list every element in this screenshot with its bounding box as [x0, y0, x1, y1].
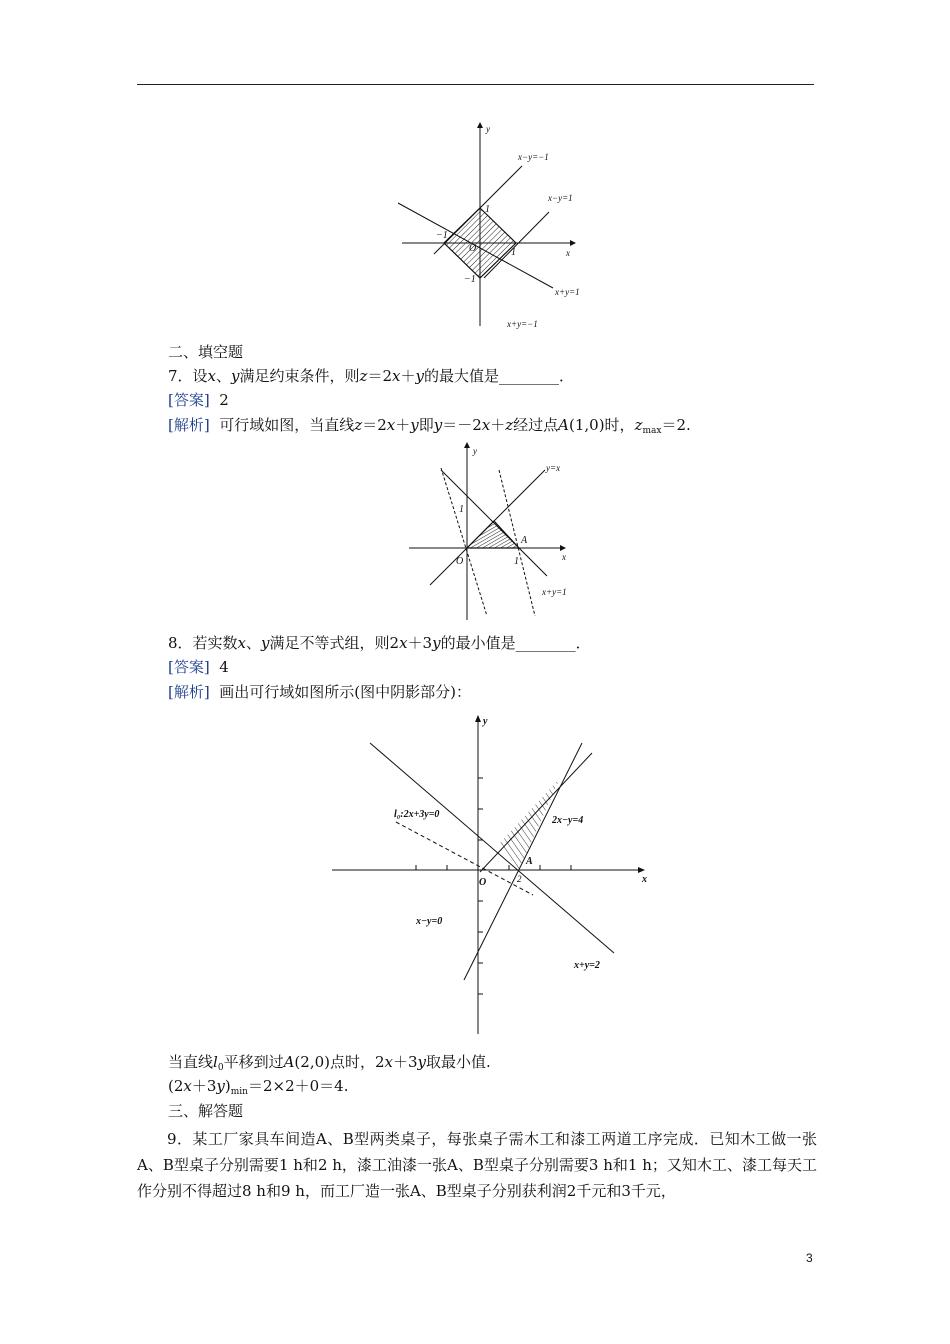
question-9: 9．某工厂家具车间造A、B型两类桌子，每张桌子需木工和漆工两道工序完成．已知木工做一张A、B型桌子分别需要1 h和2 h，漆工油漆一张A、B型桌子分别需要3 h和1 h；又知木工、漆工每天工作分别不得超过8 h和9 h，而工厂造一张A、B型桌子分别获利润2千元和3千元， [137, 1130, 817, 1200]
line-x-y-0 [480, 753, 592, 872]
figure-3 [330, 712, 655, 1037]
tick-1-y: 1 [459, 504, 464, 515]
q8-answer [168, 657, 229, 677]
label-x-plus-y-2: x+y=2 [574, 960, 600, 971]
y-axis-arrow [475, 715, 481, 722]
y-axis-label: y [486, 124, 490, 134]
label-x-plus-y-neg1: x+y=−1 [507, 319, 538, 329]
figure-1-graph [398, 118, 598, 333]
label-x-plus-y-1: x+y=1 [555, 287, 580, 297]
label-x-y-neg1: x−y=−1 [518, 152, 549, 162]
section-heading-fill-in: 二、填空题 [168, 343, 244, 361]
conclusion-line-2: $(2x+3y)_{min}=2\times 2+0=4$. [168, 1077, 349, 1097]
origin-label: O [469, 243, 477, 254]
figure-2-graph [405, 440, 580, 625]
question-7: 7．设x、y满足约束条件，则z＝2x＋y的最大值是________． [168, 367, 574, 385]
point-a-label: A [526, 856, 533, 867]
label-x-plus-y-1: x+y=1 [542, 587, 567, 597]
figure-3-graph [330, 712, 655, 1037]
figure-2 [405, 440, 580, 625]
label-y-x: y=x [546, 463, 561, 473]
answer-value: 2 [219, 391, 229, 409]
line-2x-y-4 [464, 743, 582, 980]
x-axis-label: x [562, 552, 566, 562]
conclusion-line-1: 当直线$l_0$平移到过A(2,0)点时，2x＋3y取最小值. [168, 1053, 491, 1073]
tick-1-x: 1 [514, 556, 519, 567]
label-x-y-0: x−y=0 [416, 916, 443, 927]
tick-1-right: 1 [511, 247, 516, 258]
origin-label: O [456, 556, 464, 567]
q7-analysis: [解析] 可行域如图，当直线z＝2x＋y即y＝－2x＋z经过点A(1,0)时，$z_{max}=2$. [168, 416, 691, 436]
origin-label: O [479, 877, 487, 888]
analysis-tag: [解析] [168, 683, 210, 701]
question-8: 8．若实数x、y满足不等式组，则2x＋3y的最小值是________． [168, 634, 591, 652]
y-axis-arrow [464, 442, 470, 448]
section-heading-solve: 三、解答题 [168, 1102, 244, 1120]
y-axis-label: y [483, 716, 488, 727]
answer-tag: [答案] [168, 391, 210, 409]
point-a-label: A [521, 535, 528, 546]
answer-tag: [答案] [168, 658, 210, 676]
x-axis-arrow [638, 867, 645, 873]
x-axis-label: x [642, 874, 647, 885]
line-x-plus-y-2 [370, 743, 614, 953]
tick-1-top: 1 [485, 204, 490, 215]
x-axis-arrow [570, 240, 576, 246]
feasible-region [467, 521, 519, 548]
tick-neg1-bottom: −1 [464, 274, 476, 285]
analysis-tag: [解析] [168, 416, 210, 434]
label-x-y-1: x−y=1 [548, 193, 573, 203]
q7-answer [168, 390, 229, 410]
y-axis-arrow [477, 122, 483, 128]
tick-neg1-left: −1 [436, 230, 448, 241]
x-axis-arrow [560, 545, 566, 551]
label-l0: l₀:2x+3y=0 [394, 809, 440, 820]
tick-2-label: 2 [517, 874, 522, 884]
page-number: 3 [806, 1251, 813, 1265]
answer-value: 4 [219, 658, 229, 676]
q8-analysis: [解析] 画出可行域如图所示(图中阴影部分)： [168, 683, 471, 701]
x-axis-label: x [566, 248, 570, 258]
header-rule [137, 84, 814, 85]
figure-1 [398, 118, 598, 333]
label-2x-y-4: 2x−y=4 [552, 815, 584, 826]
y-axis-label: y [473, 446, 477, 456]
